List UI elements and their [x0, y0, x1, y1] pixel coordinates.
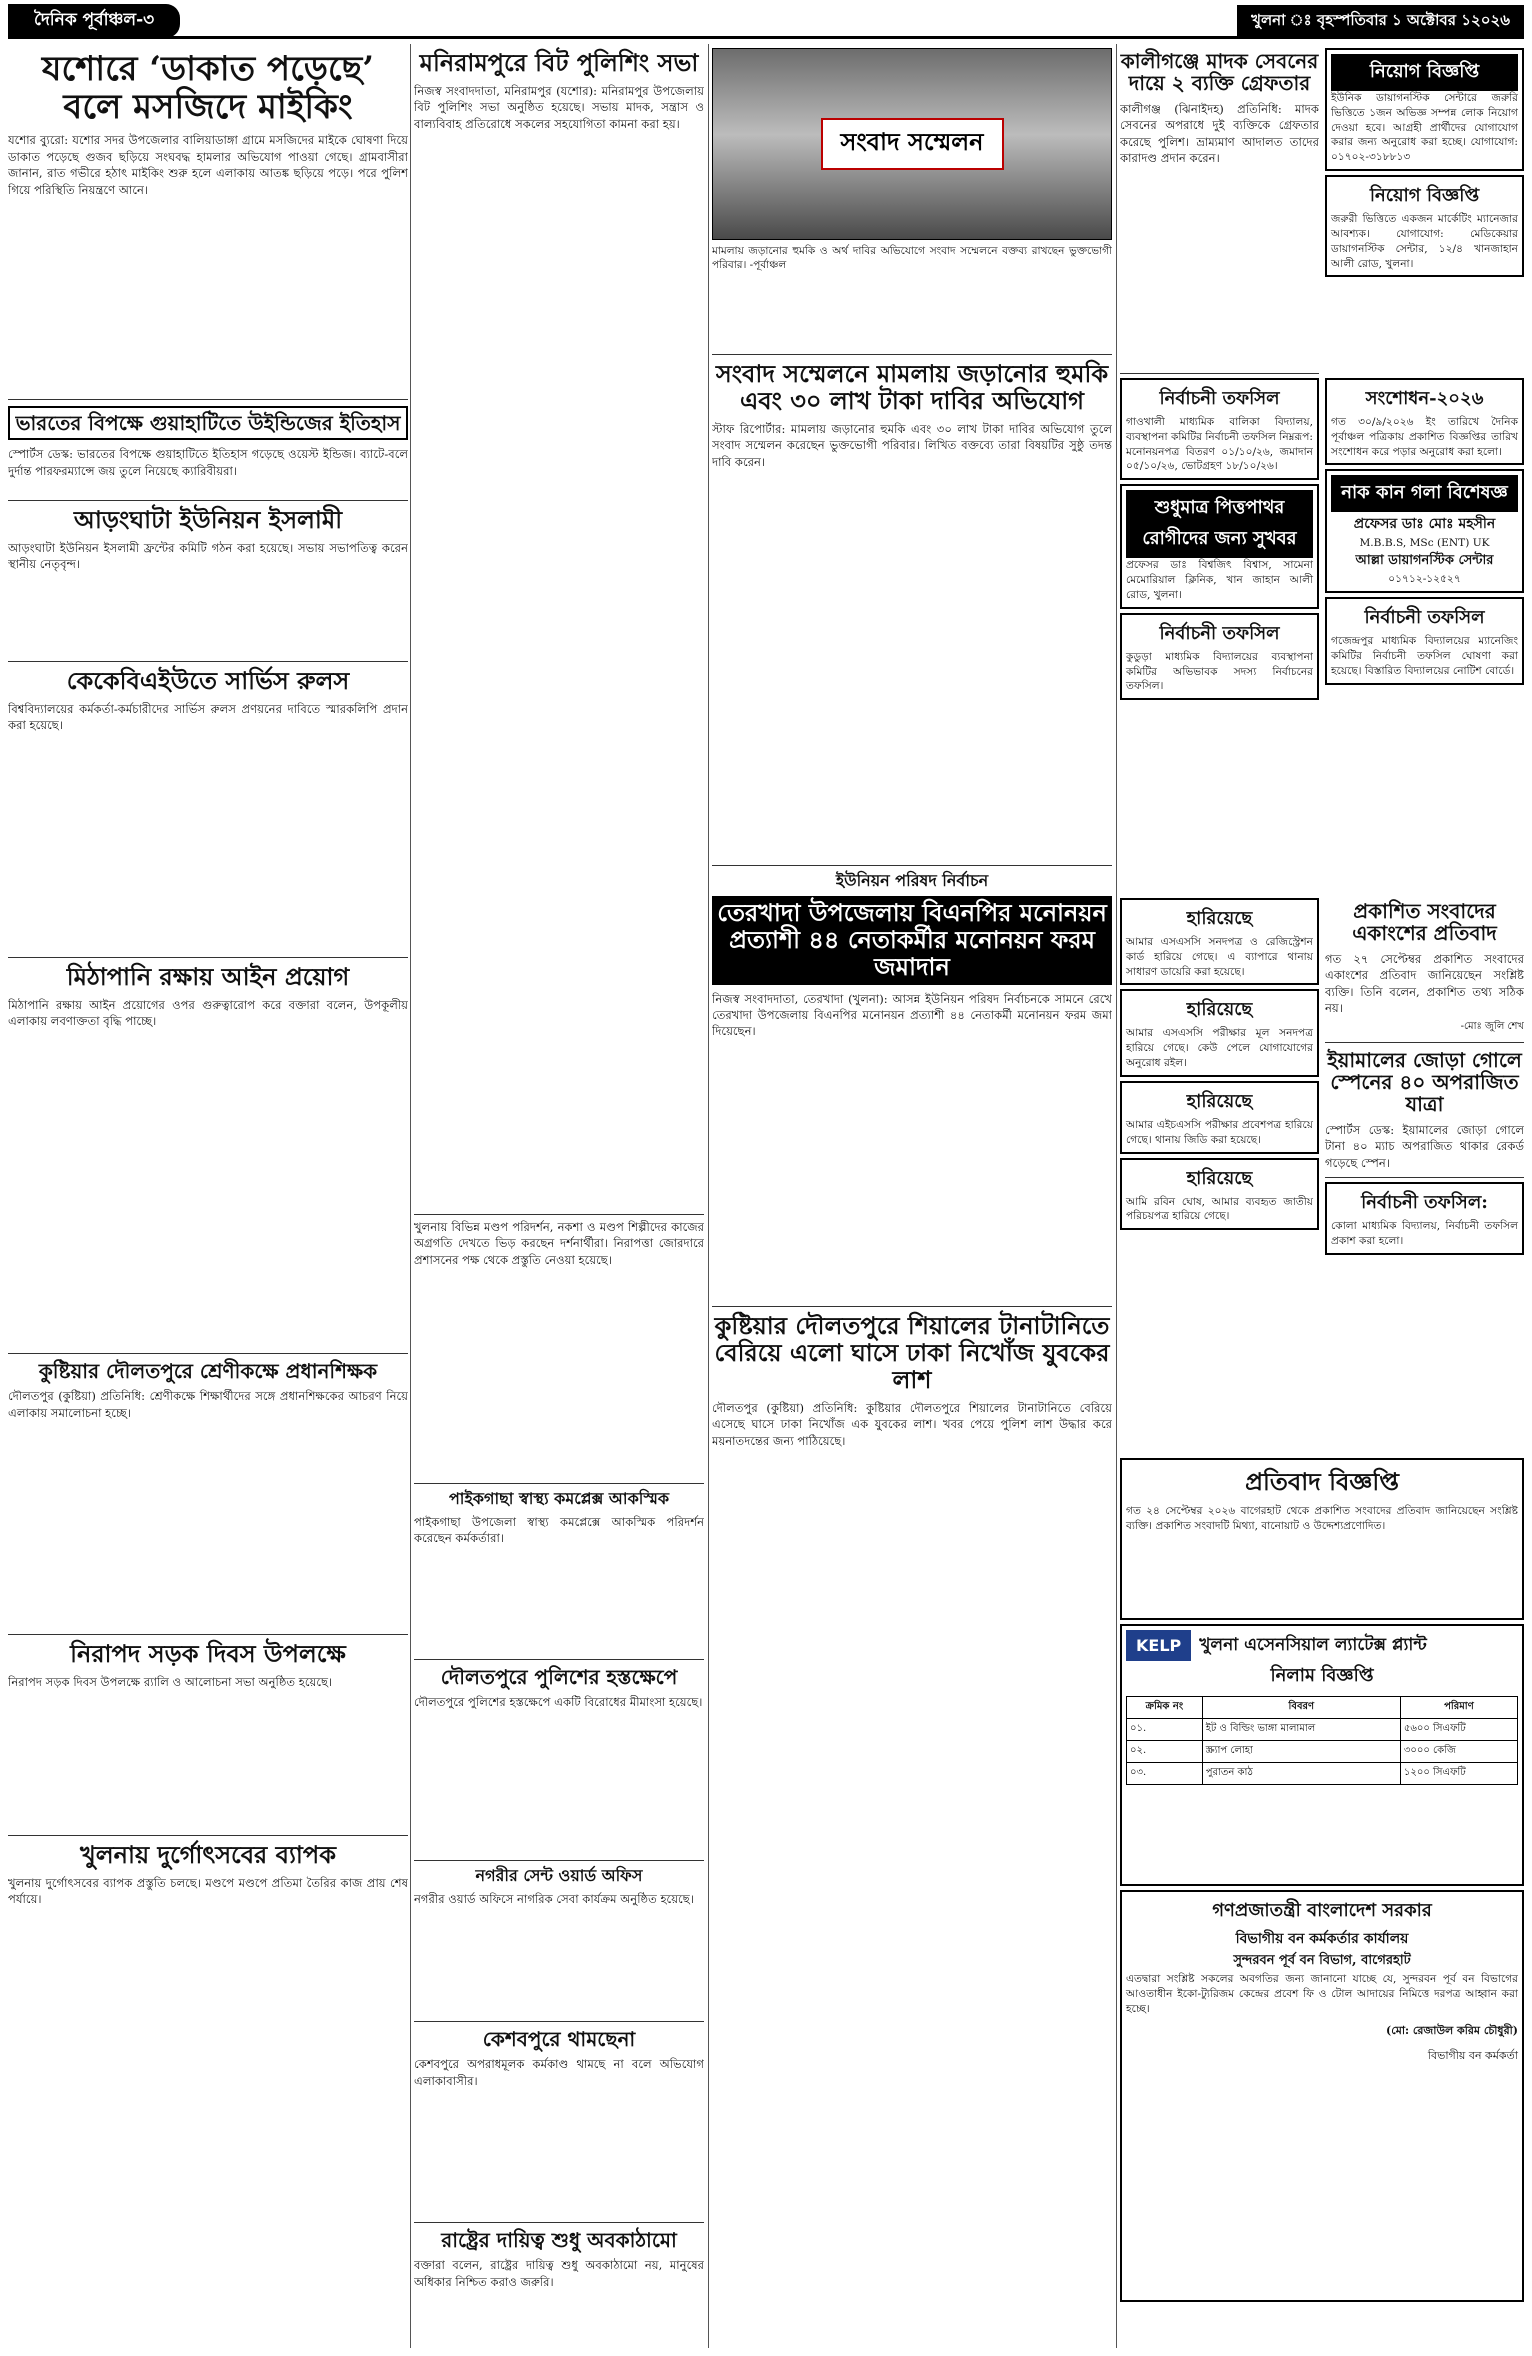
top-ad-row [1120, 44, 1524, 374]
headline: মনিরামপুরে বিট পুলিশিং সভা [419, 48, 699, 77]
ad-recruitment-2 [1325, 175, 1524, 277]
ad-title: নিয়োগ বিজ্ঞপ্তি [1369, 185, 1480, 207]
ad-title: নির্বাচনী তফসিল [1159, 622, 1280, 644]
article-body: মিঠাপানি রক্ষায় আইন প্রয়োগের ওপর গুরুত্বারোপ করে বক্তারা বলেন, উপকূলীয় এলাকায় লবণাক্ততা বৃদ্ধি পাচ্ছে। [8, 997, 408, 1029]
signature: -মোঃ জুলি শেখ [1460, 1020, 1524, 1032]
article-body: দৌলতপুরে পুলিশের হস্তক্ষেপে একটি বিরোধের মীমাংসা হয়েছে। [414, 1695, 703, 1710]
ad-title: সংশোধন-২০২৬ [1365, 388, 1484, 409]
headline: কুষ্টিয়ার দৌলতপুরে শ্রেণীকক্ষে প্রধানশিক্ষক [38, 1359, 378, 1383]
article-body: খুলনায় বিভিন্ন মণ্ডপ পরিদর্শন, নকশা ও মণ্ডপ শিল্পীদের কাজের অগ্রগতি দেখতে ভিড় করছেন দর্শনার্থীরা। নিরাপত্তা জোরদারে প্রশাসনের পক্ষ থেকে প্রস্তুতি নেওয়া হয়েছে। [414, 1220, 704, 1267]
article-keshab [414, 2022, 704, 2223]
article-body: নিজস্ব সংবাদদাতা, তেরখাদা (খুলনা): আসন্ন ইউনিয়ন পরিষদ নির্বাচনকে সামনে রেখে তেরখাদা উপজেলায় বিএনপির মনোনয়ন প্রত্যাশী ৪৪ নেতাকর্মী মনোনয়ন ফরম জমা দিয়েছেন। [712, 991, 1112, 1039]
table-header: ক্রমিক নং [1127, 1697, 1203, 1719]
table-cell: ৩০০০ কেজি [1400, 1741, 1517, 1763]
headline: কেকেবিএইউতে সার্ভিস রুলস [66, 666, 350, 695]
headline: কুষ্টিয়ার দৌলতপুরে শিয়ালের টানাটানিতে বেরিয়ে এলো ঘাসে ঢাকা নিখোঁজ যুবকের লাশ [714, 1311, 1110, 1394]
article-body: যশোর ব্যুরো: যশোর সদর উপজেলার বালিয়াডাঙ্গা গ্রামে মসজিদের মাইকে ঘোষণা দিয়ে ডাকাত পড়েছে গুজব ছড়িয়ে সংঘবদ্ধ হামলার অভিযোগ পাওয়া গেছে। গ্রামবাসীরা জানান, রাত গভীরে হঠাৎ মাইকিং শুরু হলে এলাকায় আতঙ্ক ছড়িয়ে পড়ে। পরে পুলিশ গিয়ে পরিস্থিতি নিয়ন্ত্রণে আনে। [8, 133, 408, 197]
ad-title: হারিয়েছে [1186, 908, 1253, 929]
article-paikgacha [414, 1484, 704, 1660]
ad-body: আমি রবিন ঘোষ, আমার ব্যবহৃত জাতীয় পরিচয়পত্র হারিয়ে গেছে। [1126, 1195, 1313, 1223]
article-presser-photo [712, 44, 1112, 355]
ad-title: নির্বাচনী তফসিল [1159, 388, 1280, 409]
photo-caption: মামলায় জড়ানোর হুমকি ও অর্থ দাবির অভিযোগে সংবাদ সম্মেলনে বক্তব্য রাখছেন ভুক্তভোগী পরিবার। -পূর্বাঞ্চল [712, 245, 1112, 272]
headline: দৌলতপুরে পুলিশের হস্তক্ষেপে [440, 1665, 678, 1689]
ad-forest-tender [1120, 1890, 1524, 2302]
ad-body: আমার এইচএসসি পরীক্ষার প্রবেশপত্র হারিয়ে গেছে। থানায় জিডি করা হয়েছে। [1126, 1118, 1313, 1146]
headline: ভারতের বিপক্ষে গুয়াহাটিতে উইন্ডিজের ইতিহাস [8, 406, 408, 440]
article-water [8, 958, 408, 1354]
headline: পাইকগাছা স্বাস্থ্য কমপ্লেক্স আকস্মিক [448, 1489, 670, 1508]
column-rule [410, 44, 411, 2348]
article-kuet [8, 662, 408, 958]
ad-body: আমার এসএসসি সনদপত্র ও রেজিস্ট্রেশন কার্ড হারিয়ে গেছে। এ ব্যাপারে থানায় সাধারণ ডায়েরি করা হয়েছে। [1126, 936, 1313, 978]
article-puja [8, 1836, 408, 2206]
table-row [1127, 1763, 1518, 1785]
ad-body: এতদ্বারা সংশ্লিষ্ট সকলের অবগতির জন্য জানানো যাচ্ছে যে, সুন্দরবন পূর্ব বন বিভাগের আওতাধীন ইকো-ট্যুরিজম কেন্দ্রের প্রবেশ ফি ও টোল আদায়ের নিমিত্তে দরপত্র আহ্বান করা হচ্ছে। [1126, 1973, 1518, 2015]
article-bnp [712, 866, 1112, 1307]
article-body: আড়ংঘাটা ইউনিয়ন ইসলামী ফ্রন্টের কমিটি গঠন করা হয়েছে। সভায় সভাপতিত্ব করেন স্থানীয় নেতৃবৃন্দ। [8, 540, 408, 572]
ad-body: কোলা মাধ্যমিক বিদ্যালয়, নির্বাচনী তফসিল প্রকাশ করা হলো। [1331, 1220, 1518, 1247]
table-cell: ৫৬০০ সিএফটি [1400, 1719, 1517, 1741]
article-body: দৌলতপুর (কুষ্টিয়া) প্রতিনিধি: শ্রেণীকক্ষে শিক্ষার্থীদের সঙ্গে প্রধানশিক্ষকের আচরণ নিয়ে এলাকায় সমালোচনা হচ্ছে। [8, 1389, 408, 1420]
ad-lost-3 [1120, 1081, 1319, 1154]
kelp-logo: KELP [1126, 1630, 1191, 1661]
ad-stack [1325, 44, 1524, 374]
banner-text: সংবাদ সম্মেলন [821, 118, 1004, 170]
lost-stack [1120, 894, 1319, 1454]
article-body: বক্তারা বলেন, রাষ্ট্রের দায়িত্ব শুধু অবকাঠামো নয়, মানুষের অধিকার নিশ্চিত করাও জরুরি। [414, 2258, 704, 2289]
article-body: পাইকগাছা উপজেলা স্বাস্থ্য কমপ্লেক্সে আকস্মিক পরিদর্শন করেছেন কর্মকর্তারা। [414, 1514, 704, 1546]
ad-title: গণপ্রজাতন্ত্রী বাংলাদেশ সরকার [1212, 1900, 1432, 1921]
signature: (মো: রেজাউল করিম চৌধুরী) [1386, 2024, 1518, 2038]
ad-body: কুডুড়া মাধ্যমিক বিদ্যালয়ের ব্যবস্থাপনা কমিটির অভিভাবক সদস্য নির্বাচনের তফসিল। [1126, 650, 1313, 693]
article-nagari [414, 1861, 704, 2022]
article-presser [712, 355, 1112, 866]
ad-title: নিয়োগ বিজ্ঞপ্তি [1331, 54, 1518, 91]
ad-auction [1120, 1624, 1524, 1886]
article-body: বিশ্ববিদ্যালয়ের কর্মকর্তা-কর্মচারীদের সার্ভিস রুলস প্রণয়নের দাবিতে স্মারকলিপি প্রদান করা হয়েছে। [8, 701, 408, 733]
article-kaliganj [1120, 44, 1319, 374]
article-body: স্পোর্টস ডেস্ক: ইয়ামালের জোড়া গোলে টানা ৪০ ম্যাচ অপরাজিত থাকার রেকর্ড গড়েছে স্পেন। [1325, 1122, 1524, 1170]
article-protest [1325, 894, 1524, 1043]
masthead [8, 6, 1524, 39]
headline: সংবাদ সম্মেলনে মামলায় জড়ানোর হুমকি এবং ৩০ লাখ টাকা দাবির অভিযোগ [715, 359, 1109, 415]
office-name: বিভাগীয় বন কর্মকর্তার কার্যালয় [1235, 1931, 1409, 1947]
article-daulatpur-police [414, 1660, 704, 1861]
headline: ইয়ামালের জোড়া গোলে স্পেনের ৪০ অপরাজিত যাত্রা [1327, 1047, 1522, 1117]
ad-stack-left [1120, 374, 1319, 894]
ad-election-4 [1325, 1182, 1524, 1255]
column-rule [1116, 44, 1117, 2348]
phone: ০১৭১২-১২৫২৭ [1388, 573, 1461, 586]
article-puja-security [414, 1215, 704, 1484]
article-body: নিরাপদ সড়ক দিবস উপলক্ষে র‌্যালি ও আলোচনা সভা অনুষ্ঠিত হয়েছে। [8, 1674, 333, 1689]
article-kushtia-body [712, 1307, 1112, 2348]
headline: খুলনায় দুর্গোৎসবের ব্যাপক [80, 1840, 336, 1869]
doctor-degree: M.B.B.S, MSc (ENT) UK [1359, 537, 1490, 550]
auction-header [1126, 1630, 1518, 1661]
headline: মিঠাপানি রক্ষায় আইন প্রয়োগ [66, 962, 350, 991]
article-body: স্পোর্টস ডেস্ক: ভারতের বিপক্ষে গুয়াহাটিতে ইতিহাস গড়েছে ওয়েস্ট ইন্ডিজ। ব্যাটে-বলে দুর্দান্ত পারফরম্যান্সে জয় তুলে নিয়েছে ক্যারিবীয়রা। [8, 447, 408, 478]
headline: রাষ্ট্রের দায়িত্ব শুধু অবকাঠামো [441, 2228, 677, 2252]
ad-title: হারিয়েছে [1186, 1167, 1253, 1189]
ad-lost-1 [1120, 898, 1319, 985]
article-body: স্টাফ রিপোর্টার: মামলায় জড়ানোর হুমকি এবং ৩০ লাখ টাকা দাবির অভিযোগ তুলে সংবাদ সম্মেলন করেছেন ভুক্তভোগী পরিবার। লিখিত বক্তব্যে তারা বিষয়টির সুষ্ঠু তদন্ত দাবি করেন। [712, 421, 1112, 469]
article-india [8, 400, 408, 501]
headline: নগরীর সেন্ট ওয়ার্ড অফিস [475, 1866, 643, 1885]
table-cell: ইট ও বিল্ডিং ভাঙ্গা মালামাল [1202, 1719, 1400, 1741]
ad-title: হারিয়েছে [1186, 1090, 1253, 1112]
article-state [414, 2223, 704, 2348]
article-body: নগরীর ওয়ার্ড অফিসে নাগরিক সেবা কার্যক্রম অনুষ্ঠিত হয়েছে। [414, 1891, 694, 1906]
article-anjuman [8, 501, 408, 662]
column-rule [708, 44, 709, 2348]
article-body: দৌলতপুর (কুষ্টিয়া) প্রতিনিধি: কুষ্টিয়ার দৌলতপুরে শিয়ালের টানাটানিতে বেরিয়ে এসেছে ঘাসে ঢাকা নিখোঁজ এক যুবকের লাশ। খবর পেয়ে পুলিশ লাশ উদ্ধার করে ময়নাতদন্তের জন্য পাঠিয়েছে। [712, 1400, 1112, 1448]
doctor-name: প্রফেসর ডাঃ মোঃ মহসীন [1353, 516, 1496, 533]
article-body: নিজস্ব সংবাদদাতা, মনিরামপুর (যশোর): মনিরামপুর উপজেলায় বিট পুলিশিং সভা অনুষ্ঠিত হয়েছে। সভায় মাদক, সন্ত্রাস ও বাল্যবিবাহ প্রতিরোধে সকলের সহযোগিতা কামনা করা হয়। [414, 83, 704, 131]
ad-election-2 [1325, 597, 1524, 684]
table-header: পরিমাণ [1400, 1697, 1517, 1719]
ad-election-3 [1120, 613, 1319, 700]
headline: যশোরে ‘ডাকাত পড়েছে’ বলে মসজিদে মাইকিং [41, 49, 375, 128]
column-a [8, 44, 408, 2348]
ad-title: নিলাম বিজ্ঞপ্তি [1270, 1665, 1374, 1686]
table-row [1127, 1741, 1518, 1763]
ad-protest-notice [1120, 1458, 1524, 1620]
section-label: দৈনিক পূর্বাঞ্চল-৩ [8, 4, 180, 38]
ad-title: নির্বাচনী তফসিল: [1361, 1192, 1488, 1214]
table-cell: ০১. [1127, 1719, 1203, 1741]
ad-election-1 [1120, 378, 1319, 480]
article-body: কালীগঞ্জ (ঝিনাইদহ) প্রতিনিধি: মাদক সেবনের অপরাধে দুই ব্যক্তিকে গ্রেফতার করেছে পুলিশ। ভ্রাম্যমাণ আদালত তাদের কারাদণ্ড প্রদান করেন। [1120, 101, 1319, 166]
article-road [8, 1635, 408, 1836]
column-c [712, 44, 1112, 2348]
ad-stack-right [1325, 374, 1524, 894]
article-body: কেশবপুরে অপরাধমূলক কর্মকাণ্ড থামছে না বলে অভিযোগ এলাকাবাসীর। [414, 2057, 704, 2088]
headline: তেরখাদা উপজেলায় বিএনপির মনোনয়ন প্রত্যাশী ৪৪ নেতাকর্মীর মনোনয়ন ফরম জমাদান [712, 896, 1112, 985]
ad-lost-2 [1120, 989, 1319, 1076]
ad-ent-specialist [1325, 469, 1524, 593]
table-cell: ০৩. [1127, 1763, 1203, 1785]
lost-row [1120, 894, 1524, 1454]
ad-title: হারিয়েছে [1186, 999, 1253, 1021]
article-body: খুলনায় দুর্গোৎসবের ব্যাপক প্রস্তুতি চলছে। মণ্ডপে মণ্ডপে প্রতিমা তৈরির কাজ প্রায় শেষ পর্যায়ে। [8, 1875, 408, 1907]
ad-title: প্রতিবাদ বিজ্ঞপ্তি [1245, 1467, 1399, 1496]
ad-body: জরুরী ভিত্তিতে একজন মার্কেটিং ম্যানেজার আবশ্যক। যোগাযোগ: মেডিকেয়ার ডায়াগনস্টিক সেন্টার, ১২/৪ খানজাহান আলী রোড, খুলনা। [1331, 213, 1518, 270]
ad-body: গাওখালী মাধ্যমিক বালিকা বিদ্যালয়, ব্যবস্থাপনা কমিটির নির্বাচনী তফসিল নিম্নরূপ: মনোনয়নপত্র বিতরণ ০১/১০/২৬, জমাদান ০৫/১০/২৬, ভোটগ্রহণ ১৮/১০/২৬। [1126, 416, 1313, 473]
news-stack [1325, 894, 1524, 1454]
article-moniram [414, 44, 704, 1215]
press-conference-photo [712, 48, 1112, 240]
ad-body: গত ২৪ সেপ্টেম্বর ২০২৬ বাগেরহাট থেকে প্রকাশিত সংবাদের প্রতিবাদ জানিয়েছেন সংশ্লিষ্ট ব্যক্তি। প্রকাশিত সংবাদটি মিথ্যা, বানোয়াট ও উদ্দেশ্যপ্রণোদিত। [1126, 1505, 1518, 1532]
headline: প্রকাশিত সংবাদের একাংশের প্রতিবাদ [1352, 899, 1497, 946]
headline: নিরাপদ সড়ক দিবস উপলক্ষে [70, 1639, 346, 1668]
org-name: খুলনা এসেনসিয়াল ল্যাটেক্স প্ল্যান্ট [1199, 1634, 1427, 1655]
kicker: ইউনিয়ন পরিষদ নির্বাচন [835, 871, 989, 890]
column-d [1120, 44, 1524, 2348]
auction-table [1126, 1696, 1518, 1785]
ad-body: ইউনিক ডায়াগনস্টিক সেন্টারে জরুরি ভিত্তিতে ১জন অভিজ্ঞ সম্পন্ন লোক নিয়োগ দেওয়া হবে। আগ্রহী প্রার্থীদের যোগাযোগ করার জন্য অনুরোধ করা হচ্ছে। যোগাযোগ: ০১৭০২-৩১৮৮১৩ [1331, 92, 1518, 164]
article-kushtia-teacher [8, 1354, 408, 1635]
division-name: সুন্দরবন পূর্ব বন বিভাগ, বাগেরহাট [1233, 1953, 1411, 1968]
ad-lost-4 [1120, 1158, 1319, 1231]
ad-title: নির্বাচনী তফসিল [1364, 607, 1485, 629]
ad-correction [1325, 378, 1524, 465]
ad-title: নাক কান গলা বিশেষজ্ঞ [1331, 475, 1518, 512]
ad-body: গত ৩০/৯/২০২৬ ইং তারিখে দৈনিক পূর্বাঞ্চল পত্রিকায় প্রকাশিত বিজ্ঞপ্তির তারিখ সংশোধন করে পড়ার অনুরোধ করা হলো। [1331, 416, 1518, 458]
table-header: বিবরণ [1202, 1697, 1400, 1719]
table-cell: ১২০০ সিএফটি [1400, 1763, 1517, 1785]
article-body: গত ২৭ সেপ্টেম্বর প্রকাশিত সংবাদের একাংশের প্রতিবাদ জানিয়েছেন সংশ্লিষ্ট ব্যক্তি। তিনি বলেন, প্রকাশিত তথ্য সঠিক নয়। [1325, 951, 1524, 1016]
table-row [1127, 1719, 1518, 1741]
headline: কালীগঞ্জে মাদক সেবনের দায়ে ২ ব্যক্তি গ্রেফতার [1120, 49, 1319, 96]
signature-title: বিভাগীয় বন কর্মকর্তা [1427, 2049, 1518, 2063]
table-cell: পুরাতন কাঠ [1202, 1763, 1400, 1785]
mid-ad-row [1120, 374, 1524, 894]
table-cell: ০২. [1127, 1741, 1203, 1763]
ad-health [1120, 484, 1319, 608]
headline: আড়ংঘাটা ইউনিয়ন ইসলামী [73, 505, 343, 534]
center-name: আল্লা ডায়াগনস্টিক সেন্টার [1355, 553, 1494, 569]
dateline: খুলনা ঃ বৃহস্পতিবার ১ অক্টোবর ১২০২৬ [1237, 5, 1524, 38]
article-jessore [8, 44, 408, 400]
ad-body: প্রফেসর ডাঃ বিশ্বজিৎ বিশ্বাস, সামেনা মেমোরিয়াল ক্লিনিক, খান জাহান আলী রোড, খুলনা। [1126, 559, 1313, 601]
column-b [414, 44, 704, 2348]
ad-body: আমার এসএসসি পরীক্ষার মূল সনদপত্র হারিয়ে গেছে। কেউ পেলে যোগাযোগের অনুরোধ রইল। [1126, 1027, 1313, 1070]
ad-recruitment-1 [1325, 48, 1524, 171]
ad-body: গজেন্দ্রপুর মাধ্যমিক বিদ্যালয়ের ম্যানেজিং কমিটির নির্বাচনী তফসিল ঘোষণা করা হয়েছে। বিস্তারিত বিদ্যালয়ের নোটিশ বোর্ডে। [1331, 635, 1518, 677]
ad-title: শুধুমাত্র পিত্তপাথর রোগীদের জন্য সুখবর [1126, 490, 1313, 558]
table-cell: স্ক্র্যাপ লোহা [1202, 1741, 1400, 1763]
headline: কেশবপুরে থামছেনা [482, 2027, 636, 2051]
article-yamal [1325, 1043, 1524, 1179]
